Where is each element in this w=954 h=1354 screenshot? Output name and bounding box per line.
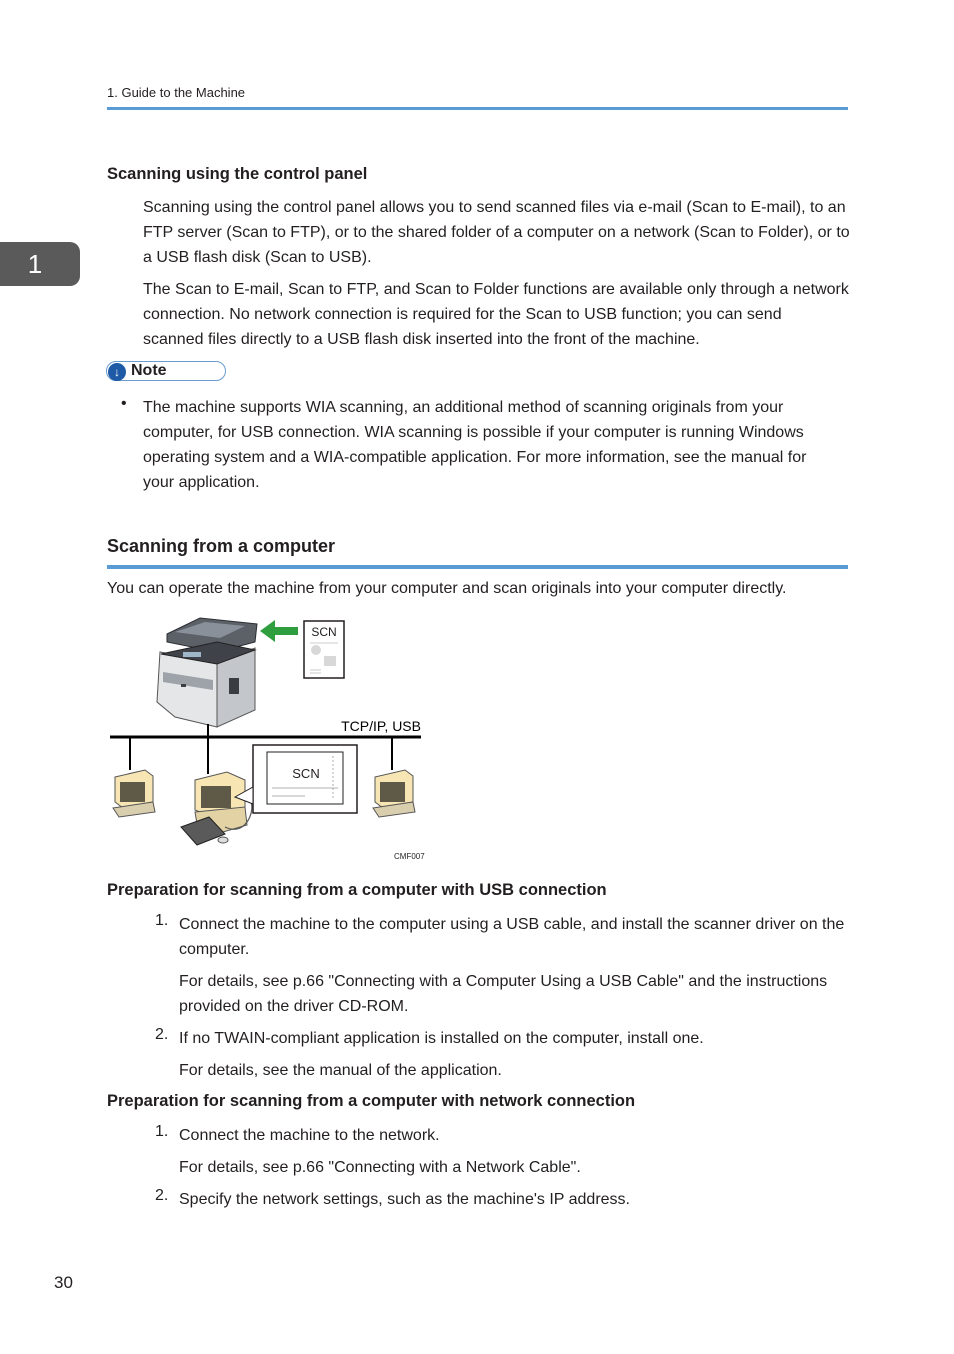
heading-network-prep: Preparation for scanning from a computer with network connection [107,1092,636,1110]
note-label: Note [131,362,167,379]
document-scn-label: SCN [311,625,337,639]
page-number: 30 [54,1273,73,1292]
text-line: For details, see p.66 "Connecting with a Computer Using a USB Cable" and the instructions [179,973,828,990]
network-label: TCP/IP, USB [341,718,421,734]
paragraph-control-panel-1 [143,195,851,270]
text-line: connection. No network connection is required for the Scan to USB function; you can send [143,306,782,323]
text-line: computer, for USB connection. WIA scanning is possible if your computer is running Windows [143,424,804,441]
heading-control-panel: Scanning using the control panel [107,165,368,183]
text-line: Scanning using the control panel allows you to send scanned files via e-mail (Scan to E-mail), to an [143,199,846,216]
heading-usb-prep: Preparation for scanning from a computer with USB connection [107,881,607,899]
usb-step-2-detail: For details, see the manual of the application. [179,1062,502,1079]
running-head: 1. Guide to the Machine [107,85,246,100]
text-line: a USB flash disk (Scan to USB). [143,249,372,266]
step-number: 2. [155,1026,169,1043]
network-step-1-detail: For details, see p.66 "Connecting with a Network Cable". [179,1159,581,1176]
network-scan-illustration [105,612,430,852]
text-line: computer. [179,941,250,958]
text-line: operating system and a WIA-compatible application. For more information, see the manual for [143,449,807,466]
text-line: FTP server (Scan to FTP), or to the shared folder of a computer on a network (Scan to Folder), or to [143,224,850,241]
header-rule [107,107,848,110]
usb-step-1-detail [179,969,851,1019]
text-line: The Scan to E-mail, Scan to FTP, and Scan to Folder functions are available only through a network [143,281,849,298]
figure-code: CMF007 [394,852,425,861]
text-line: your application. [143,474,260,491]
computer-right-icon [373,770,415,817]
network-step-1: Connect the machine to the network. [179,1127,440,1144]
note-text [143,395,851,495]
monitor-scn-label: SCN [292,766,320,781]
paragraph-control-panel-2 [143,277,851,352]
network-step-2: Specify the network settings, such as the machine's IP address. [179,1191,630,1208]
usb-step-1 [179,912,851,962]
text-line: provided on the driver CD-ROM. [179,998,409,1015]
monitor-screen-icon [235,745,357,813]
computer-center-icon [181,772,252,845]
intro-paragraph: You can operate the machine from your computer and scan originals into your computer directly. [107,580,787,597]
usb-step-2: If no TWAIN-compliant application is installed on the computer, install one. [179,1030,704,1047]
green-arrow-icon [260,620,298,642]
chapter-tab[interactable]: 1 [0,242,80,286]
computer-left-icon [113,770,155,817]
text-line: Connect the machine to the computer using a USB cable, and install the scanner driver on the [179,916,845,933]
text-line: scanned files directly to a USB flash disk inserted into the front of the machine. [143,331,700,348]
section-rule [107,565,848,569]
heading-scanning-from-computer: Scanning from a computer [107,536,336,556]
note-badge [106,361,226,381]
printer-icon [157,618,257,727]
step-number: 1. [155,1123,169,1140]
step-number: 2. [155,1187,169,1204]
bullet-icon: • [121,395,127,412]
down-arrow-circle-icon: ↓ [108,363,126,381]
text-line: The machine supports WIA scanning, an additional method of scanning originals from your [143,399,784,416]
scanned-document-icon [304,621,344,678]
step-number: 1. [155,912,169,929]
